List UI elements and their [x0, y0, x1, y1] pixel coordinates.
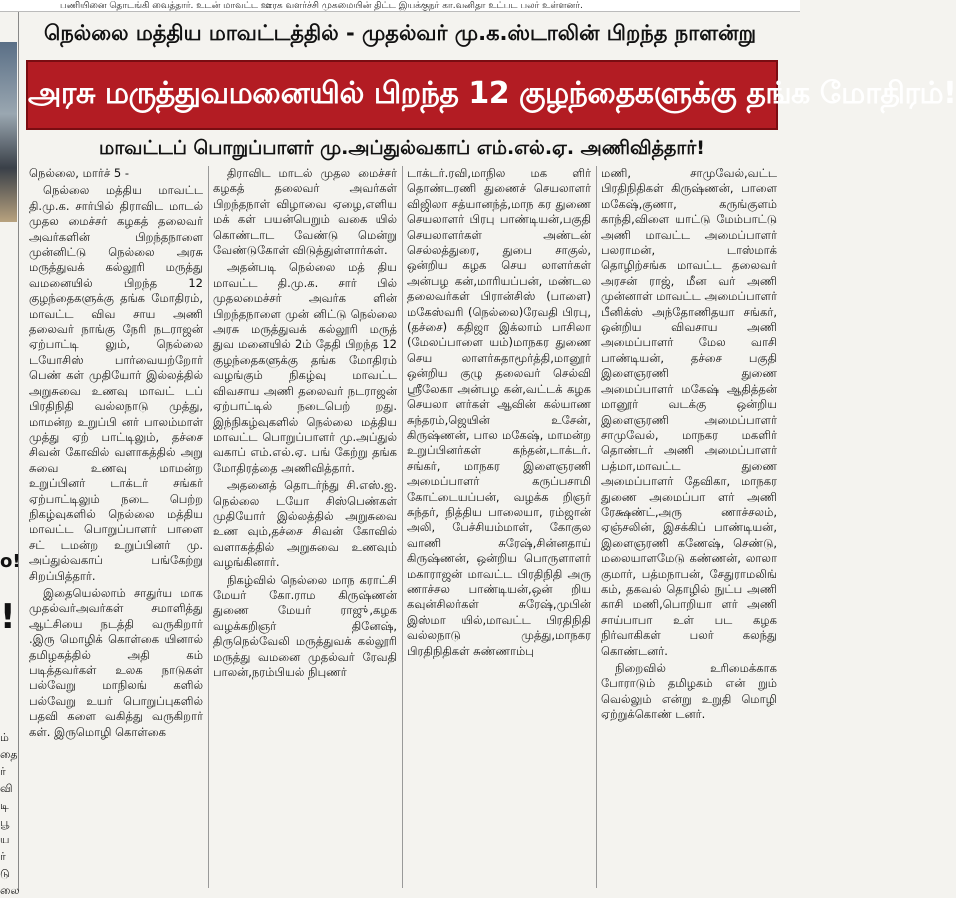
- adjacent-article-edge: [0, 12, 21, 897]
- adjacent-photo: [0, 42, 17, 222]
- adjacent-text-fragment: ய: [0, 833, 10, 846]
- body-paragraph: அதனைத் தொடர்ந்து சி.எஸ்.ஐ. நெல்லை டயோ சிஸ்பெண்கள் முதியோர் இல்லத்தில் அறுசுவை உண வும்,தச்சை சிவன் கோவில் வளாகத்தில் அறுசுவை உணவும் வழங்கினார்.: [213, 478, 397, 570]
- adjacent-text-fragment: பூ: [0, 816, 10, 829]
- column-divider: [402, 166, 403, 888]
- adjacent-text-fragment: வி: [0, 782, 13, 795]
- body-paragraph: மணி, சாமுவேல்,வட்ட பிரதிநிதிகள் கிருஷ்ணன், பாளை மகேஷ்,குணா, கருங்குளம் காந்தி,விளை யாட்டு மேம்பாட்டு அணி மாவட்ட அமைப்பாளர் பலராமன், டாஸ்மாக் தொழிற்சங்க மாவட்ட தலைவர் அரசன் ராஜ், மீன வர் அணி முன்னாள் மாவட்ட அமைப்பாளர் பீனிக்ஸ் அந்தோணிதயா சங்கர், ஒன்றிய விவசாய அணி அமைப்பாளர் மேல வாசி பாண்டியன், தச்சை பகுதி இளைஞரணி துணை அமைப்பாளர் மகேஷ் ஆதித்தன் மானூர் வடக்கு ஒன்றிய இளைஞரணி அமைப்பாளர் சாமுவேல், மாநகர மகளிர் தொண்டர் அணி அமைப்பாளர் பத்மா,மாவட்ட துணை அமைப்பாளர் தேவிகா, மாநகர துணை அமைப்பா ளர் அணி ரேக்ஷண்ட்,அரு ணாச்சலம், ஏஞ்சலின், இசக்கிப் பாண்டியன், இளைஞரணி கணேஷ், செண்டு, மலையாளமேடு கண்ணன், லாலா குமார், பத்மநாபன், சேதுராமலிங் கம், தகவல் தொழில் நுட்ப அணி காசி மணி,பொறியா ளர் அணி சாய்பாபா உள் பட கழக நிர்வாகிகள் பலர் கலந்து கொண்டனர்.: [601, 166, 777, 658]
- adjacent-text-fragment: தை: [0, 748, 18, 761]
- body-paragraph: திராவிட மாடல் முதல மைச்சர் கழகத் தலைவர் அவர்கள் பிறந்தநாள் விழாவை ஏழை,எளிய மக் கள் பயன்பெறும் வகை யில் கொண்டாட வேண்டு மென்று வேண்டுகோள் விடுத்துள்ளார்கள்.: [213, 166, 397, 258]
- article-column-4: [598, 166, 780, 888]
- body-paragraph: டாக்டர்.ரவி,மாநில மக ளிர் தொண்டரணி துணைச் செயலாளர் விஜிலா சத்யானந்த்,மாந கர துணை செயலாளர் பிரபு பாண்டியன்,பகுதி செயலாளர்கள் அண்டன் செல்லத்துரை, துபை சாகுல், ஒன்றிய கழக செய லாளர்கள் அன்பழ கன்,மாரியப்பன், மண்டல தலைவர்கள் பிரான்சிஸ் (பாளை) மகேஸ்வரி (நெல்லை)ரேவதி பிரபு, (தச்சை) கதிஜா இக்லாம் பாசிலா (மேலப்பாளை யம்)மாநகர துணை செய லாளர்சுதாமூர்த்தி,மானூர் ஒன்றிய குழு தலைவர் செல்வி ஸ்ரீலேகா அன்பழ கன்,வட்டக் கழக செயலா ளர்கள் ஆவின் கல்யாண சுந்தரம்,ஜெயின் உசேன், கிருஷ்ணன், பால மகேஷ், மாமன்ற உறுப்பினர்கள் கந்தன்,டாக்டர். சங்கர், மாநகர இளைஞரணி அமைப்பாளர் கருப்பசாமி கோட்டையப்பன், வழக்க றிஞர் சுந்தர், நித்திய பாலையா, ரம்ஜான் அலி, பேச்சியம்மாள், கோகுல வாணி சுரேஷ்,சின்னதாய் கிருஷ்ணன், ஒன்றிய பொருளாளர் மகாராஜன் மாவட்ட பிரதிநிதி அரு ணாச்சல பாண்டியன்,ஒன் றிய கவுன்சிலர்கள் சுரேஷ்,முபின் இஸ்மா யில்,மாவட்ட பிரதிநிதி வல்லநாடு முத்து,மாநகர பிரதிநிதிகள் சுண்ணாம்பு: [407, 166, 591, 658]
- article-subheadline: மாவட்டப் பொறுப்பாளர் மு.அப்துல்வகாப் எம்.எல்.ஏ. அணிவித்தார்!: [99, 137, 705, 159]
- article-kicker: நெல்லை மத்திய மாவட்டத்தில் - முதல்வர் மு.க.ஸ்டாலின் பிறந்த நாளன்று: [43, 21, 757, 45]
- body-paragraph: அதன்படி நெல்லை மத் திய மாவட்ட தி.மு.க. சார் பில் முதலமைச்சர் அவர்க ளின் பிறந்தநாளை முன் னிட்டு நெல்லை அரசு மருத்துவக் கல்லூரி மருத் துவ மனையில் 2ம் தேதி பிறந்த 12 குழந்தைகளுக்கு தங்க மோதிரம் வழங்கும் நிகழ்வு மாவட்ட விவசாய அணி தலைவர் நடராஜன் ஏற்பாட்டில் நடைபெற் றது. இந்நிகழ்வுகளில் நெல்லை மத்திய மாவட்ட பொறுப்பாளர் மு.அப்துல் வகாப் எம்.எல்.ஏ. பங் கேற்று தங்க மோதிரத்தை அணிவித்தார்.: [213, 260, 397, 475]
- adjacent-text-fragment: ர்: [0, 765, 6, 778]
- body-paragraph: இதையெல்லாம் சாதுர்ய மாக முதல்வர்அவர்கள் சமாளித்து ஆட்சியை நடத்தி வருகிறார் .இரு மொழிக் கொள்கை யினால் தமிழகத்தில் அதி கம் படித்தவர்கள் உலக நாடுகள் பல்வேறு மாநிலங் களில் பல்வேறு உயர் பொறுப்புகளில் பதவி களை வகித்து வருகிறார் கள். இருமொழி கொள்கை: [29, 585, 203, 739]
- article-column-1: [26, 166, 206, 888]
- previous-article-caption: பணியினை தொடங்கி வைத்தார். உடன் மாவட்ட ஊரக வளர்ச்சி முகமையின் திட்ட இயக்குநர் கா.வனிதா உட்பட பலர் உள்ளனர்.: [0, 0, 800, 12]
- column-divider: [208, 166, 209, 888]
- column-divider: [596, 166, 597, 888]
- dateline: நெல்லை, மார்ச் 5 -: [29, 166, 130, 180]
- adjacent-text-fragment: ர்: [0, 850, 6, 863]
- article-column-2: [210, 166, 400, 888]
- article-column-3: [404, 166, 594, 888]
- adjacent-text-fragment: லை: [0, 884, 20, 897]
- body-paragraph: நெல்லை மத்திய மாவட்ட தி.மு.க. சார்பில் திராவிட மாடல் முதல மைச்சர் கழகத் தலைவர் அவர்களின் பிறந்தநாளை முன்னிட்டு நெல்லை அரசு மருத்துவக் கல்லூரி மருத்து வமனையில் பிறந்த 12 குழந்தைகளுக்கு தங்க மோதிரம், மாவட்ட விவ சாய அணி தலைவர் நாங்கு நேரி நடராஜன் ஏற்பாட்டி லும், நெல்லை டயோசிஸ் பார்வையற்றோர் பெண் கள் முதியோர் இல்லத்தில் அறுசுவை உணவு மாவட் டப் பிரதிநிதி வல்லநாடு முத்து, மாமன்ற உறுப்பி னர் பாலம்மாள் முத்து ஏற் பாட்டிலும், தச்சை சிவன் கோவில் வளாகத்தில் அறு சுவை உணவு மாமன்ற உறுப்பினர் டாக்டர் சங்கர் ஏற்பாட்டிலும் நடை பெற்ற நிகழ்வுகளில் நெல்லை மத்திய மாவட்ட பொறுப்பாளர் பாளை சட் டமன்ற உறுப்பினர் மு. அப்துல்வகாப் பங்கேற்று சிறப்பித்தார்.: [29, 183, 203, 583]
- adjacent-text-fragment: ம்: [0, 731, 9, 744]
- body-paragraph: நிறைவில் உரிமைக்காக போராடும் தமிழகம் என் றும் வெல்லும் என்று உறுதி மொழி ஏற்றுக்கொண் டனர்.: [601, 661, 777, 722]
- body-paragraph: நிகழ்வில் நெல்லை மாந கராட்சி மேயர் கோ.ராம கிருஷ்ணன் துணை மேயர் ராஜு்,கழக வழக்கறிஞர் தினேஷ், திருநெல்வேலி மருத்துவக் கல்லூரி மருத்து வமனை முதல்வர் ரேவதி பாலன்,நரம்பியல் நிபுணர்: [213, 572, 397, 679]
- adjacent-text-fragment: டு: [0, 867, 10, 880]
- adjacent-text-fragment: டி: [0, 799, 9, 812]
- article-headline: அரசு மருத்துவமனையில் பிறந்த 12 குழந்தைகளுக்கு தங்க மோதிரம்!: [26, 60, 778, 130]
- adjacent-headline-fragment: !: [0, 597, 16, 637]
- adjacent-headline-fragment: o!: [0, 551, 21, 572]
